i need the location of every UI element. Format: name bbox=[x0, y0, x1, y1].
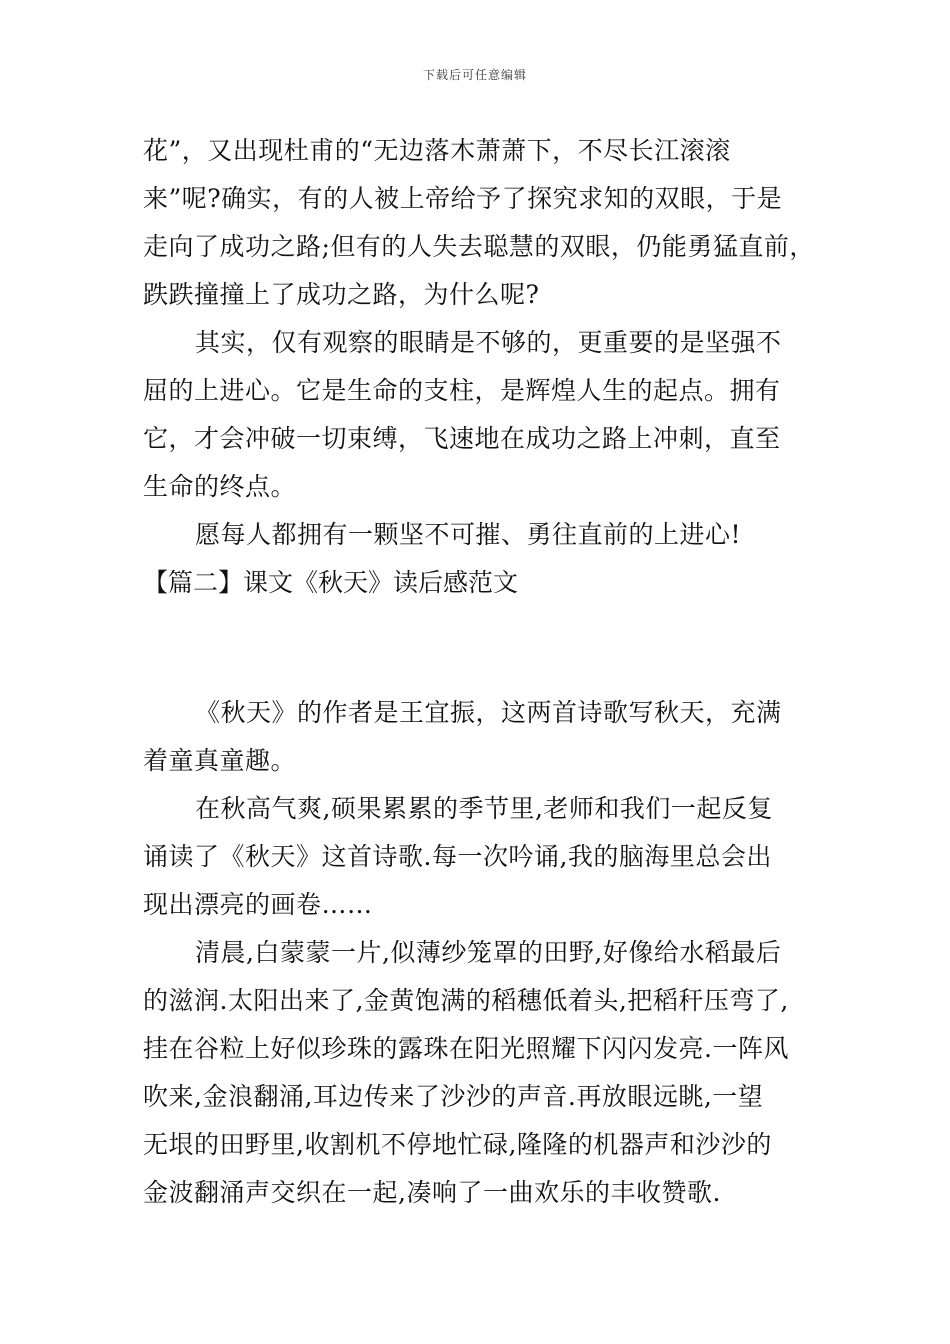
paragraph-3 bbox=[143, 511, 823, 559]
text-line: 它，才会冲破一切束缚，飞速地在成功之路上冲刺，直至 bbox=[143, 424, 781, 453]
paragraph-6 bbox=[143, 929, 823, 1217]
text-line: 金波翻涌声交织在一起,凑响了一曲欢乐的丰收赞歌. bbox=[143, 1178, 721, 1207]
text-line: 跌跌撞撞上了成功之路，为什么呢? bbox=[143, 280, 540, 309]
document-body bbox=[143, 127, 823, 1217]
text-line: 无垠的田野里,收割机不停地忙碌,隆隆的机器声和沙沙的 bbox=[143, 1130, 772, 1159]
text-line: 《秋天》的作者是王宜振，这两首诗歌写秋天，充满 bbox=[195, 698, 782, 727]
paragraph-5 bbox=[143, 785, 823, 929]
text-line: 挂在谷粒上好似珍珠的露珠在阳光照耀下闪闪发亮.一阵风 bbox=[143, 1034, 789, 1063]
text-line: 花”，又出现杜甫的“无边落木萧萧下，不尽长江滚滚 bbox=[143, 136, 731, 165]
text-line: 吹来,金浪翻涌,耳边传来了沙沙的声音.再放眼远眺,一望 bbox=[143, 1082, 764, 1111]
paragraph-2 bbox=[143, 319, 823, 511]
paragraph-1 bbox=[143, 127, 823, 319]
text-line: 愿每人都拥有一颗坚不可摧、勇往直前的上进心! bbox=[195, 520, 742, 549]
text-line: 来”呢?确实，有的人被上帝给予了探究求知的双眼，于是 bbox=[143, 184, 783, 213]
text-line: 生命的终点。 bbox=[143, 472, 297, 501]
text-line: 现出漂亮的画卷…… bbox=[143, 890, 373, 919]
paragraph-4 bbox=[143, 689, 823, 785]
section-heading: 【篇二】课文《秋天》读后感范文 bbox=[143, 568, 519, 597]
text-line: 走向了成功之路;但有的人失去聪慧的双眼，仍能勇猛直前， bbox=[143, 232, 815, 261]
text-line: 着童真童趣。 bbox=[143, 746, 297, 775]
text-line: 清晨,白蒙蒙一片,似薄纱笼罩的田野,好像给水稻最后 bbox=[195, 938, 782, 967]
text-line: 在秋高气爽,硕果累累的季节里,老师和我们一起反复 bbox=[195, 794, 773, 823]
text-line: 屈的上进心。它是生命的支柱，是辉煌人生的起点。拥有 bbox=[143, 376, 781, 405]
text-line: 其实，仅有观察的眼睛是不够的，更重要的是坚强不 bbox=[195, 328, 782, 357]
spacer bbox=[143, 607, 823, 689]
page-header-note: 下载后可任意编辑 bbox=[422, 68, 527, 82]
text-line: 的滋润.太阳出来了,金黄饱满的稻穗低着头,把稻秆压弯了, bbox=[143, 986, 789, 1015]
text-line: 诵读了《秋天》这首诗歌.每一次吟诵,我的脑海里总会出 bbox=[143, 842, 772, 871]
